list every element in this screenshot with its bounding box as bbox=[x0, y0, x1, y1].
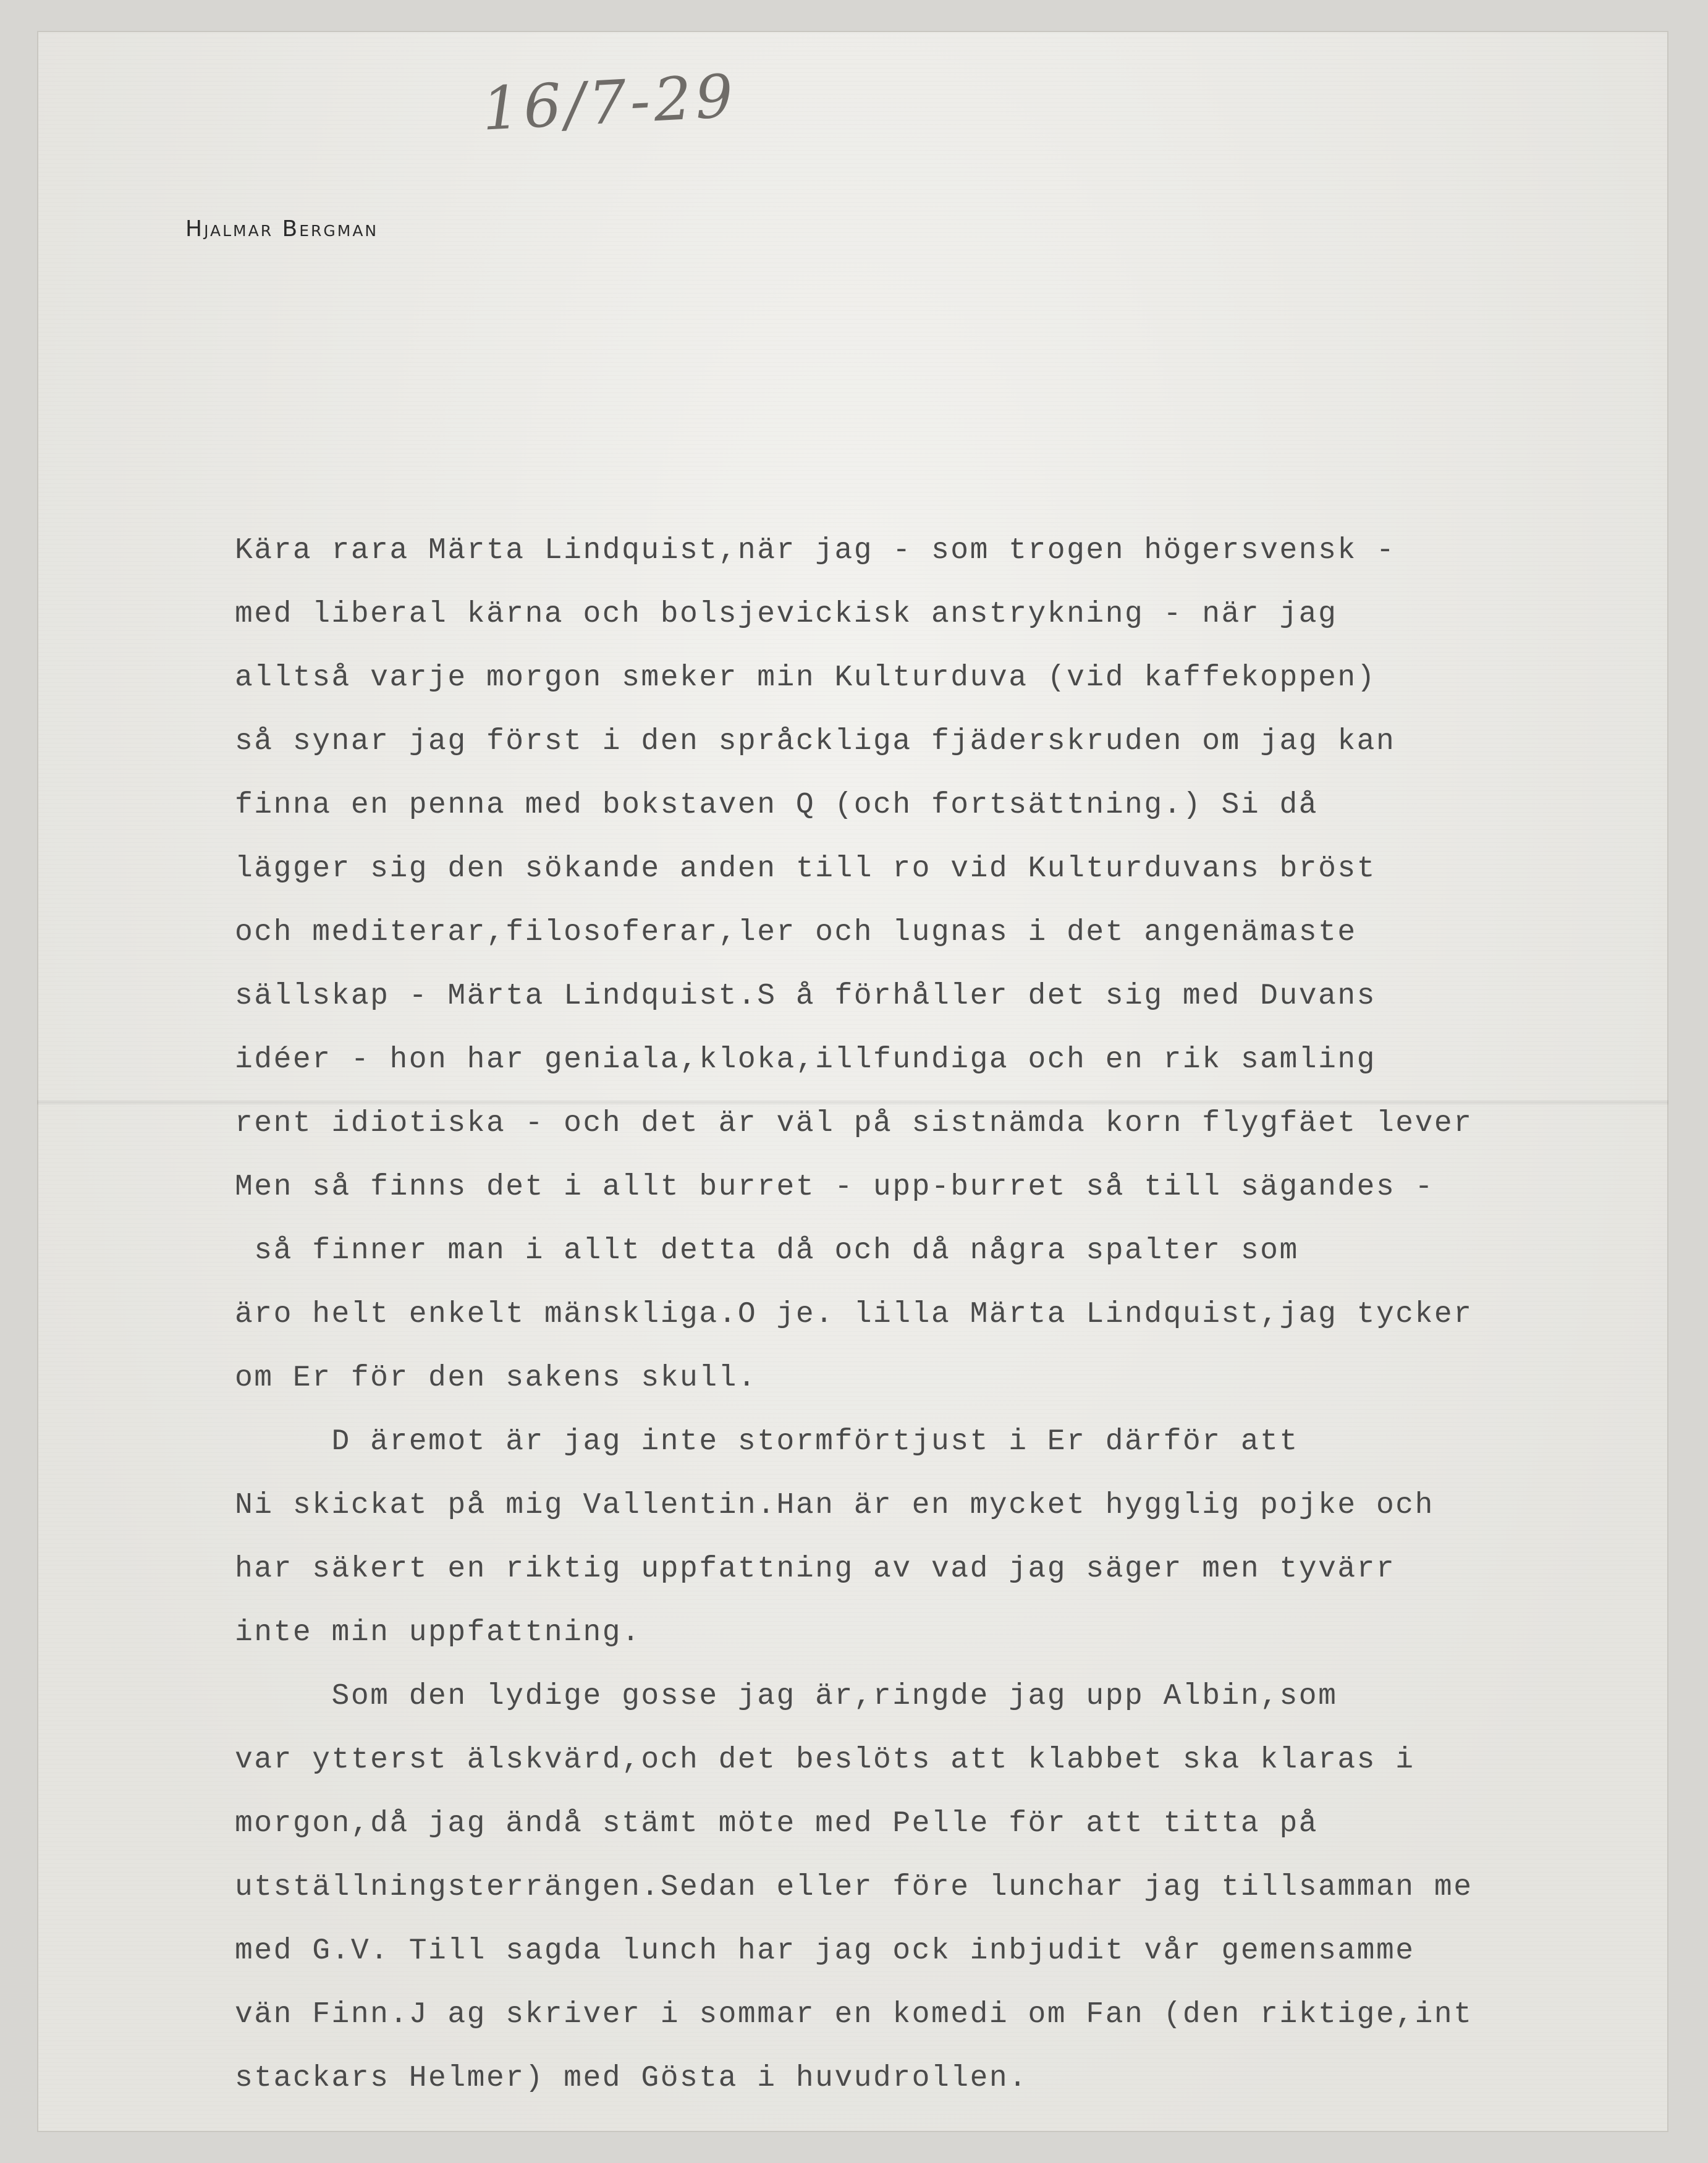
letter-line: stackars Helmer) med Gösta i huvudrollen. bbox=[235, 2062, 1028, 2095]
letter-line: idéer - hon har geniala,kloka,illfundiga och en rik samling bbox=[235, 1043, 1376, 1077]
letter-line: vän Finn.J ag skriver i sommar en komedi om Fan (den riktige,int bbox=[235, 1998, 1473, 2031]
handwritten-date: 16/7-29 bbox=[480, 61, 738, 144]
letter-line: om Er för den sakens skull. bbox=[235, 1361, 758, 1395]
letter-line: och mediterar,filosoferar,ler och lugnas i det angenämaste bbox=[235, 916, 1357, 949]
letter-line: var ytterst älskvärd,och det beslöts att klabbet ska klaras i bbox=[235, 1743, 1415, 1777]
letter-line: finna en penna med bokstaven Q (och fortsättning.) Si då bbox=[235, 789, 1319, 822]
letter-line: morgon,då jag ändå stämt möte med Pelle för att titta på bbox=[235, 1807, 1319, 1840]
letter-line: utställningsterrängen.Sedan eller före lunchar jag tillsamman me bbox=[235, 1871, 1473, 1904]
letter-line: inte min uppfattning. bbox=[235, 1616, 641, 1649]
letter-line: så synar jag först i den språckliga fjäderskruden om jag kan bbox=[235, 725, 1396, 758]
letter-line: Ni skickat på mig Vallentin.Han är en mycket hygglig pojke och bbox=[235, 1489, 1434, 1522]
letter-line: Kära rara Märta Lindquist,när jag - som trogen högersvensk - bbox=[235, 534, 1396, 567]
letter-line: äro helt enkelt mänskliga.O je. lilla Märta Lindquist,jag tycker bbox=[235, 1298, 1473, 1331]
letter-body bbox=[235, 519, 1656, 2110]
letter-line: så finner man i allt detta då och då några spalter som bbox=[235, 1234, 1299, 1268]
letter-line: med liberal kärna och bolsjevickisk anstrykning - när jag bbox=[235, 598, 1338, 631]
letterhead: Hjalmar Bergman bbox=[185, 216, 379, 242]
letter-line: Som den lydige gosse jag är,ringde jag upp Albin,som bbox=[235, 1680, 1338, 1713]
letter-line: rent idiotiska - och det är väl på sistnämda korn flygfäet lever bbox=[235, 1107, 1473, 1140]
letter-line: Men så finns det i allt burret - upp-burret så till sägandes - bbox=[235, 1170, 1434, 1204]
letter-page bbox=[37, 31, 1668, 2132]
letter-line: sällskap - Märta Lindquist.S å förhåller det sig med Duvans bbox=[235, 980, 1376, 1013]
letter-line: D äremot är jag inte stormförtjust i Er därför att bbox=[235, 1425, 1299, 1458]
letter-line: med G.V. Till sagda lunch har jag ock inbjudit vår gemensamme bbox=[235, 1934, 1415, 1968]
letter-line: har säkert en riktig uppfattning av vad jag säger men tyvärr bbox=[235, 1552, 1396, 1586]
letter-line: alltså varje morgon smeker min Kulturduva (vid kaffekoppen) bbox=[235, 661, 1376, 695]
letter-line: lägger sig den sökande anden till ro vid Kulturduvans bröst bbox=[235, 852, 1376, 886]
